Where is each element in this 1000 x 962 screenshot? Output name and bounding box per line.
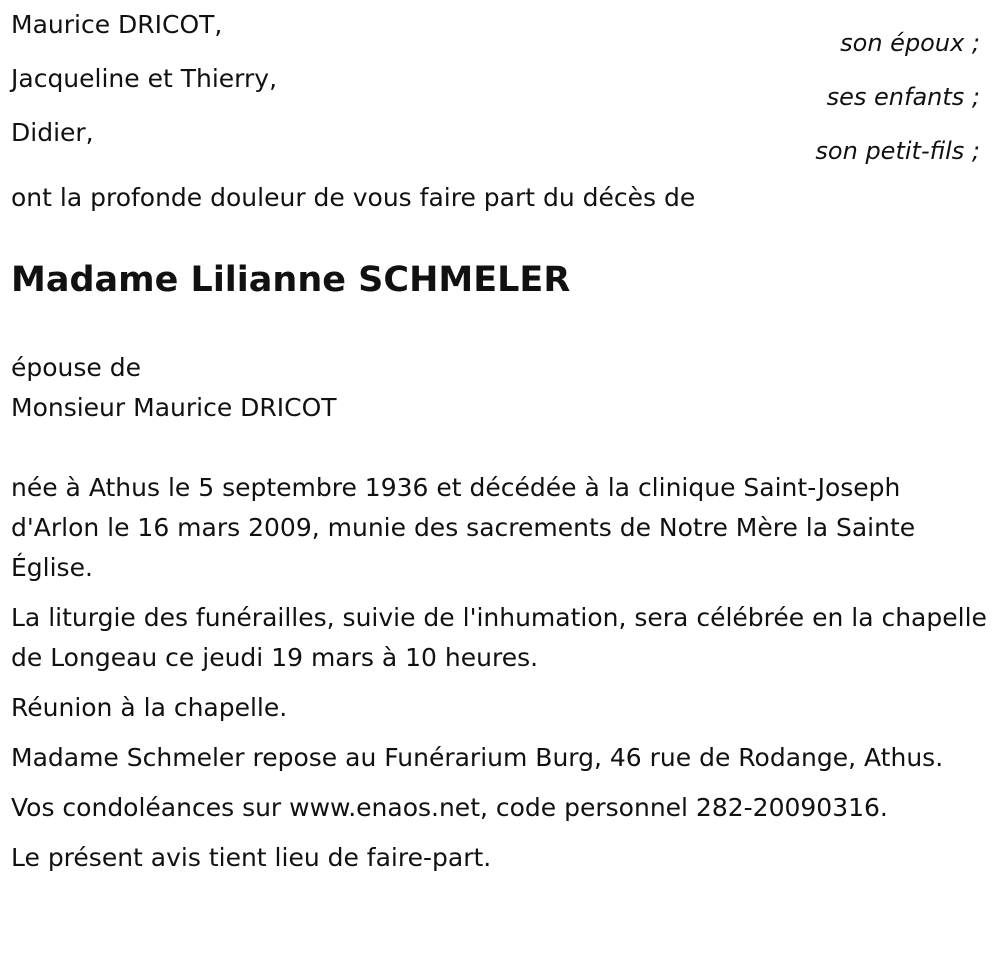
notice-paragraph: Le présent avis tient lieu de faire-part. (11, 843, 492, 872)
funeral-liturgy-paragraph: La liturgie des funérailles, suivie de l'inhumation, sera célébrée en la chapelle de Longeau ce jeudi 19 mars à 10 heures. (11, 603, 987, 672)
spouse-info (11, 348, 990, 428)
family-member-relation: son petit-fils ; (815, 137, 980, 165)
family-member-children (11, 60, 990, 110)
family-member-relation: ses enfants ; (826, 83, 980, 111)
condolences-paragraph: Vos condoléances sur www.enaos.net, code personnel 282-20090316. (11, 793, 888, 822)
meeting-paragraph: Réunion à la chapelle. (11, 693, 288, 722)
family-member-relation: son époux ; (840, 29, 980, 57)
family-member-grandson (11, 114, 990, 164)
spouse-name: Monsieur Maurice DRICOT (11, 393, 337, 422)
birth-death-paragraph: née à Athus le 5 septembre 1936 et décédée à la clinique Saint-Joseph d'Arlon le 16 mars 2009, munie des sacrements de Notre Mère la Sainte Église. (11, 473, 916, 582)
funeral-home-paragraph: Madame Schmeler repose au Funérarium Burg, 46 rue de Rodange, Athus. (11, 743, 944, 772)
spouse-prefix: épouse de (11, 353, 141, 382)
family-member-name: Maurice DRICOT, (11, 10, 223, 39)
announcement-text: ont la profonde douleur de vous faire part du décès de (11, 183, 696, 212)
family-member-spouse (11, 6, 990, 56)
deceased-name: Madame Lilianne SCHMELER (11, 260, 571, 300)
family-member-name: Didier, (11, 118, 94, 147)
family-member-name: Jacqueline et Thierry, (11, 64, 278, 93)
